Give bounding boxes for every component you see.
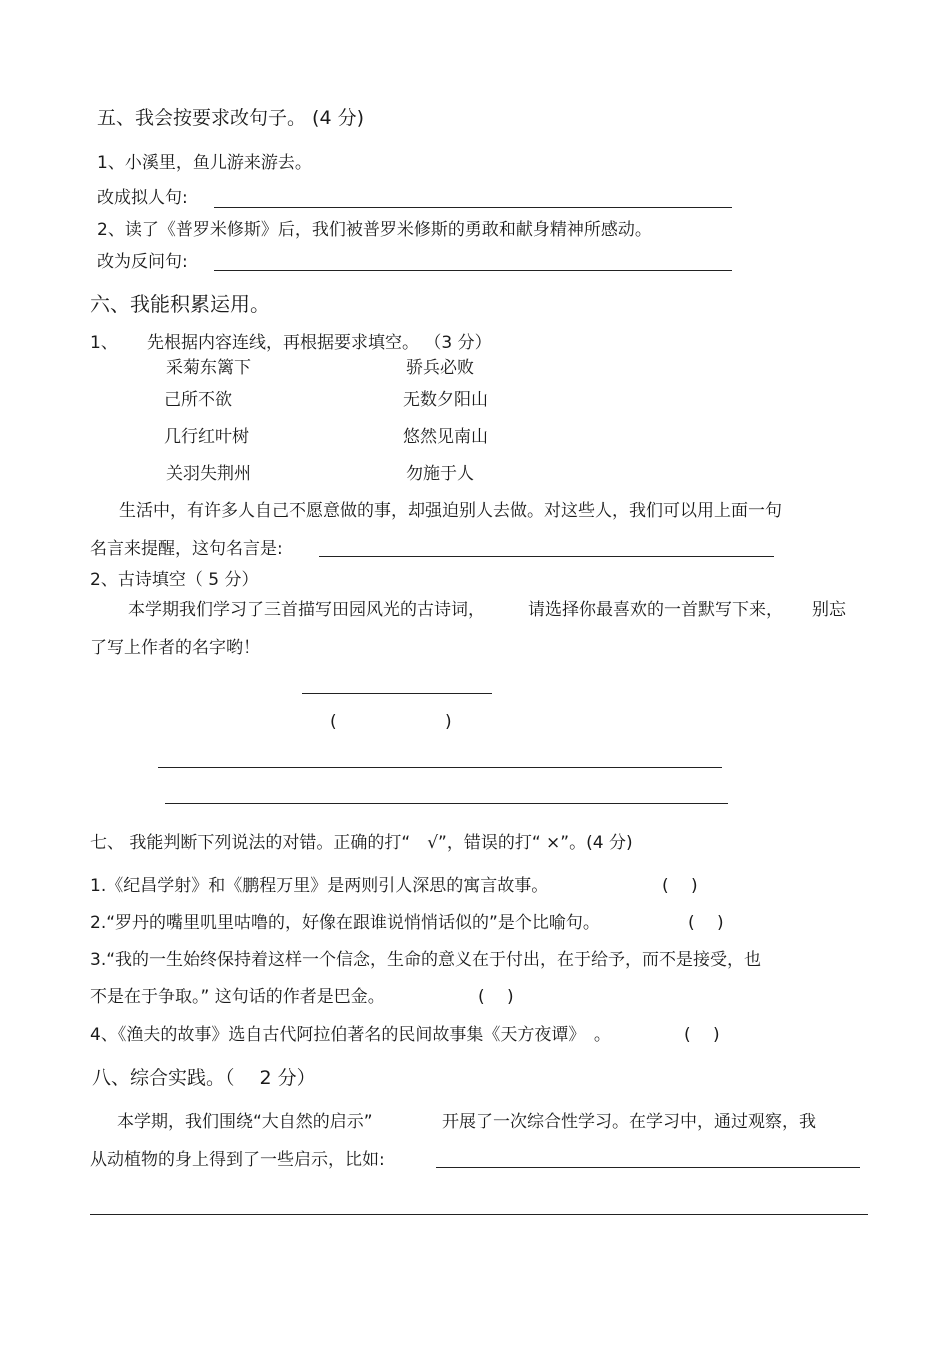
author-close-paren: ) xyxy=(445,712,452,732)
poem-line-1[interactable] xyxy=(158,767,722,768)
section-6-title: 六、我能积累运用。 xyxy=(90,292,270,316)
judge-item-1: 1.《纪昌学射》和《鹏程万里》是两则引人深思的寓言故事。 xyxy=(90,876,549,896)
poem-title-line[interactable] xyxy=(302,693,492,694)
judge-item-3-cont: 不是在于争取。” 这句话的作者是巴金。 xyxy=(90,987,385,1007)
question-6-2-line1b: 请选择你最喜欢的一首默写下来， xyxy=(528,600,783,620)
question-5-2: 2、读了《普罗米修斯》后，我们被普罗米修斯的勇敢和献身精神所感动。 xyxy=(97,220,652,240)
answer-line-8-2[interactable] xyxy=(90,1214,868,1215)
question-6-1-number: 1、 xyxy=(90,333,118,353)
question-6-1-text: 先根据内容连线，再根据要求填空。 （3 分） xyxy=(147,333,492,353)
section-8-line1a: 本学期，我们围绕“大自然的启示” xyxy=(117,1112,373,1132)
question-5-1: 1、小溪里，鱼儿游来游去。 xyxy=(97,153,312,173)
answer-line-8-1[interactable] xyxy=(436,1167,860,1168)
answer-line-6-1[interactable] xyxy=(319,556,774,557)
match-right-item[interactable]: 勿施于人 xyxy=(406,464,474,484)
paragraph-6-1-line1: 生活中，有许多人自己不愿意做的事，却强迫别人去做。对这些人，我们可以用上面一句 xyxy=(119,501,782,521)
judge-item-3: 3.“我的一生始终保持着这样一个信念，生命的意义在于付出，在于给予，而不是接受，也 xyxy=(90,950,762,970)
section-8-title: 八、综合实践。（ 2 分） xyxy=(92,1067,316,1089)
judge-bracket-4[interactable]: ( ) xyxy=(684,1025,720,1045)
match-right-item[interactable]: 悠然见南山 xyxy=(403,427,488,447)
answer-line-5-1[interactable] xyxy=(214,207,732,208)
question-6-2-line1a: 本学期我们学习了三首描写田园风光的古诗词， xyxy=(128,600,485,620)
judge-item-4: 4、《渔夫的故事》选自古代阿拉伯著名的民间故事集《天方夜谭》 。 xyxy=(90,1025,611,1045)
question-6-2-title: 2、古诗填空（ 5 分） xyxy=(90,570,259,590)
match-right-item[interactable]: 无数夕阳山 xyxy=(403,390,488,410)
judge-bracket-3[interactable]: ( ) xyxy=(478,987,514,1007)
match-right-item[interactable]: 骄兵必败 xyxy=(406,358,474,378)
paragraph-6-1-line2: 名言来提醒，这句名言是: xyxy=(90,539,283,559)
section-8-line2: 从动植物的身上得到了一些启示，比如: xyxy=(90,1150,385,1170)
question-5-1-prompt: 改成拟人句: xyxy=(97,188,188,208)
section-5-title: 五、我会按要求改句子。 (4 分) xyxy=(97,107,364,129)
match-left-item[interactable]: 关羽失荆州 xyxy=(166,464,251,484)
match-left-item[interactable]: 几行红叶树 xyxy=(164,427,249,447)
question-5-2-prompt: 改为反问句: xyxy=(97,252,188,272)
question-6-2-line2: 了写上作者的名字哟！ xyxy=(90,638,260,658)
section-8-line1b: 开展了一次综合性学习。在学习中，通过观察，我 xyxy=(442,1112,816,1132)
judge-item-2: 2.“罗丹的嘴里叽里咕噜的，好像在跟谁说悄悄话似的”是个比喻句。 xyxy=(90,913,600,933)
answer-line-5-2[interactable] xyxy=(214,270,732,271)
match-left-item[interactable]: 采菊东篱下 xyxy=(166,358,251,378)
match-left-item[interactable]: 己所不欲 xyxy=(164,390,232,410)
section-7-title: 七、 我能判断下列说法的对错。正确的打“ √”，错误的打“ ×”。(4 分) xyxy=(90,833,633,853)
judge-bracket-2[interactable]: ( ) xyxy=(688,913,724,933)
poem-line-2[interactable] xyxy=(165,803,728,804)
judge-bracket-1[interactable]: ( ) xyxy=(662,876,698,896)
author-open-paren: ( xyxy=(330,712,337,732)
question-6-2-line1c: 别忘 xyxy=(812,600,846,620)
